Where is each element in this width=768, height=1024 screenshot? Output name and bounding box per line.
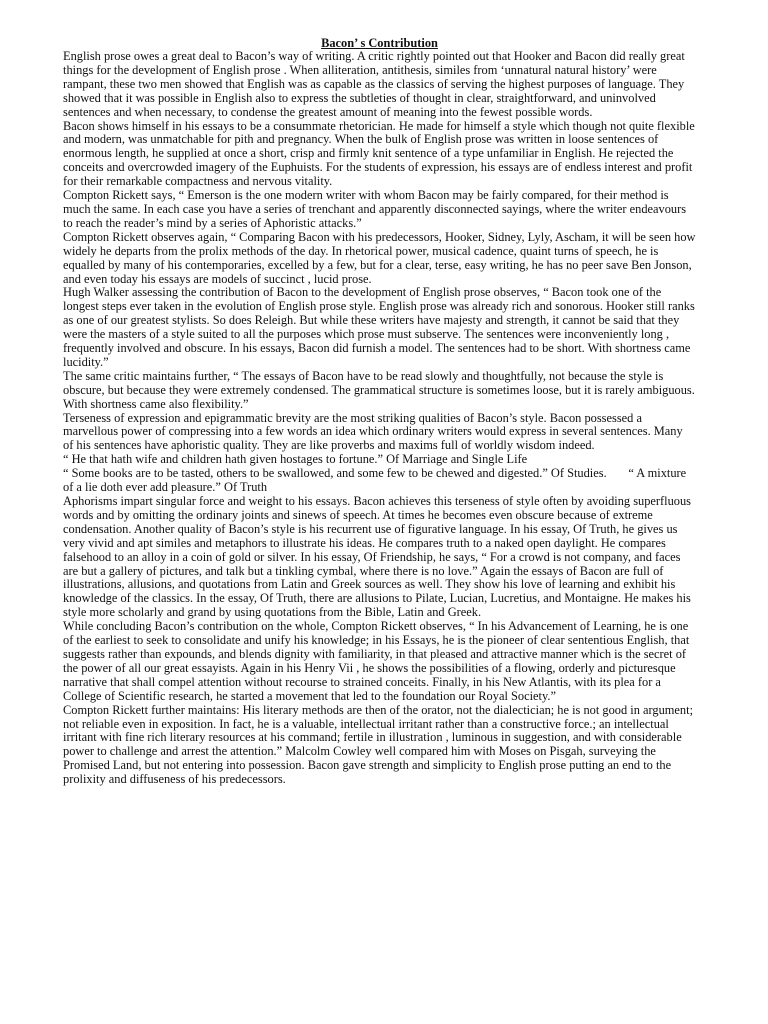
quote-studies-truth: “ Some books are to be tasted, others to be swallowed, and some few to be chewed and digested.” Of Studies. “ A mixture of a lie doth ever add pleasure.” Of Truth <box>63 466 690 495</box>
paragraph-7: Terseness of expression and epigrammatic brevity are the most striking qualities of Bacon’s style. Bacon possessed a marvellous power of compressing into a few words an idea which ordinary writers would express in several sentences. Many of his sentences have aphoristic quality. They are like proverbs and maxims full of worldly wisdom indeed. <box>63 410 683 453</box>
paragraph-2: Bacon shows himself in his essays to be a consummate rhetorician. He made for himself a style which though not quite flexible and modern, was unmatchable for pith and pregnancy. When the bulk of English prose was written in loose sentences of enormous length, he supplied at once a short, crisp and firmly knit sentence of a type unfamiliar in English. He rejected the conceits and overcrowded imagery of the Euphuists. For the students of expression, his essays are of endless interest and profit for their remarkable compactness and nervous vitality. <box>63 118 695 189</box>
paragraph-10: Compton Rickett further maintains: His literary methods are then of the orator, not the dialectician; he is not good in argument; not reliable even in exposition. In fact, he is a valuable, intellectual irritant rather than a constructive force.; an intellectual irritant with fine rich literary resources at his command; fertile in illustration , luminous in suggestion, and with considerable power to challenge and arrest the attention.” Malcolm Cowley well compared him with Moses on Pisgah, surveying the Promised Land, but not entering into possession. Bacon gave strength and simplicity to English prose putting an end to the prolixity and diffuseness of his predecessors. <box>63 702 694 787</box>
paragraph-4: Compton Rickett observes again, “ Comparing Bacon with his predecessors, Hooker, Sidney, Lyly, Ascham, it will be seen how widely he departs from the prolix methods of the day. In rhetorical power, musical cadence, quaint turns of speech, he is equalled by many of his contemporaries, excelled by a few, but for a clear, terse, easy writing, he has no peer save Ben Jonson, and even today his essays are models of succinct , lucid prose. <box>63 229 696 286</box>
document-title: Bacon’ s Contribution <box>321 36 438 50</box>
document-page <box>63 36 696 787</box>
paragraph-9: While concluding Bacon’s contribution on the whole, Compton Rickett observes, “ In his Advancement of Learning, he is one of the earliest to seek to consolidate and unify his knowledge; in his Essays, he is the pioneer of clear sententious English, that suggests rather than expounds, and blends dignity with familiarity, in that pleased and attractive manner which is the secret of the power of all our great essayists. Again in his Henry Vii , he shows the possibilities of a flowing, orderly and picturesque narrative that shall compel attention without recourse to strained conceits. Finally, in his New Atlantis, with its plea for a College of Scientific research, he started a movement that led to the foundation our Royal Society.” <box>63 619 690 703</box>
quote-marriage: “ He that hath wife and children hath given hostages to fortune.” Of Marriage and Single Life <box>63 452 528 467</box>
paragraph-6: The same critic maintains further, “ The essays of Bacon have to be read slowly and thoughtfully, not because the style is obscure, but because they were extremely condensed. The grammatical structure is sometimes loose, but it is rarely ambiguous. With shortness came also flexibility.” <box>63 368 695 411</box>
paragraph-8: Aphorisms impart singular force and weight to his essays. Bacon achieves this terseness of style often by avoiding superfluous words and by omitting the ordinary joints and sinews of speech. At times he becomes even obscure because of extreme condensation. Another quality of Bacon’s style is his recurrent use of figurative language. In his essay, Of Truth, he gives us very vivid and apt similes and metaphors to illustrate his ideas. He compares truth to a naked open daylight. He compares falsehood to an alloy in a coin of gold or silver. In his essay, Of Friendship, he says, “ For a crowd is not company, and faces are but a gallery of pictures, and talk but a tinkling cymbal, where there is no love.” Again the essays of Bacon are full of illustrations, allusions, and quotations from Latin and Greek sources as well. They show his love of learning and exhibit his knowledge of the classics. In the essay, Of Truth, there are allusions to Pilate, Lucian, Lucretius, and Montaigne. He makes his style more scholarly and grand by using quotations from the Bible, Latin and Greek. <box>63 494 692 620</box>
paragraph-3: Compton Rickett says, “ Emerson is the one modern writer with whom Bacon may be fairly compared, for their method is much the same. In each case you have a series of trenchant and apparently disconnected sayings, where the writer endeavours to reach the reader’s mind by a series of Aphoristic attacks.” <box>63 188 687 230</box>
paragraph-1: English prose owes a great deal to Bacon’s way of writing. A critic rightly pointed out that Hooker and Bacon did really great things for the development of English prose . When alliteration, antithesis, similes from ‘unnatural natural history’ were rampant, these two men showed that English was as capable as the classics of serving the highest purposes of language. They showed that it was possible in English also to express the subtleties of thought in clear, straightforward, and uninvolved sentences and when necessary, to condense the greatest amount of meaning into the fewest possible words. <box>63 49 685 119</box>
paragraph-5: Hugh Walker assessing the contribution of Bacon to the development of English prose observes, “ Bacon took one of the longest steps ever taken in the evolution of English prose style. English prose was already rich and sonorous. Hooker still ranks as one of our greatest stylists. So does Releigh. But while these writers have majesty and strength, it cannot be said that they were the masters of a style suited to all the purposes which prose must subserve. The sentences were inconveniently long , frequently involved and obscure. In his essays, Bacon did furnish a model. The sentences had to be short. With shortness came lucidity.” <box>63 285 695 369</box>
